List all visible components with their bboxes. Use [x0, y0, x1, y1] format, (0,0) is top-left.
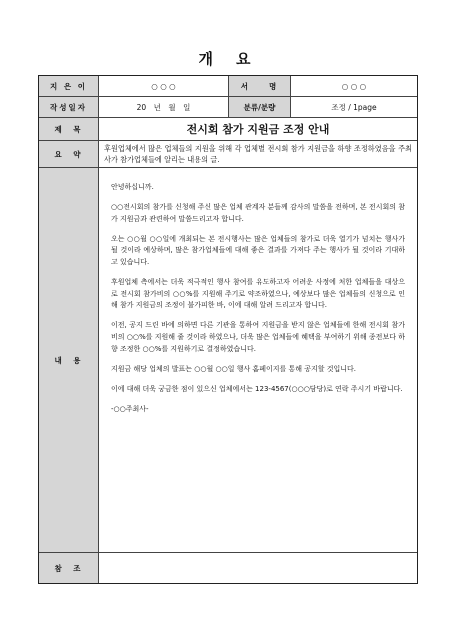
category-label: 분류/분량 — [229, 97, 291, 117]
content-paragraph: ○○전시회의 참가를 신청해 주신 많은 업체 관계자 분들께 감사의 말씀을 전하며, 본 전시회의 참가 지원금과 관련하여 말씀드리고자 합니다. — [111, 203, 405, 223]
summary-value: 후원업체에서 많은 업체들의 지원을 위해 각 업체별 전시회 참가 지원금을 하향 조정하였음을 주최사가 참가업체들에 알리는 내용의 글. — [104, 144, 412, 164]
summary-form — [38, 75, 418, 584]
content-paragraph: 이전, 공지 드린 바에 의하면 다른 기관을 통하여 지원금을 받지 않은 업체들에 한해 전시회 참가비의 ○○%를 지원해 줄 것이라 하였으나, 더욱 많은 업체들에 혜택을 부여하기 위해 종전보다 하향 조정한 ○○%를 지원하기로 결정하였습니다. — [111, 321, 405, 353]
content-body — [99, 168, 417, 552]
content-paragraph: -○○주최사- — [111, 404, 149, 413]
author-value: ○ ○ ○ — [99, 76, 229, 96]
page-title-part1: 개 — [198, 50, 214, 68]
page-title — [0, 48, 450, 69]
date-label: 작성일자 — [39, 97, 99, 117]
subject-label: 제 목 — [39, 118, 99, 140]
reference-label: 참 조 — [39, 553, 99, 583]
author-label: 지 은 이 — [39, 76, 99, 96]
content-row — [39, 168, 417, 553]
date-value: 20 년 월 일 — [99, 97, 229, 117]
signature-label: 서 명 — [229, 76, 291, 96]
summary-label: 요 약 — [39, 141, 99, 167]
subject-value: 전시회 참가 지원금 조정 안내 — [186, 123, 330, 136]
content-paragraph: 후원업체 측에서는 더욱 적극적인 행사 참여를 유도하고자 어려운 사정에 처한 업체들을 대상으로 전시회 참가비의 ○○%를 지원해 주기로 약조하였으나, 예상보다 많은 업체들의 신청으로 인해 참가 지원금의 조정이 불가피한 바, 이에 대해 알려 드리고자 합니다. — [111, 278, 405, 310]
reference-row — [39, 553, 417, 583]
subject-row — [39, 118, 417, 141]
signature-value: ○ ○ ○ — [341, 81, 367, 91]
author-row — [39, 76, 417, 97]
reference-value — [99, 553, 417, 583]
category-value: 조정 / 1page — [331, 102, 377, 112]
content-label: 내 용 — [39, 168, 99, 552]
content-paragraph: 오는 ○○월 ○○일에 개최되는 본 전시행사는 많은 업체들의 참가로 더욱 열기가 넘치는 행사가 될 것이라 예상하며, 많은 참가업체들에 대해 좋은 결과를 가져다 주는 행사가 될 것이라 기대하고 있습니다. — [111, 234, 405, 266]
page-title-part2: 요 — [236, 50, 252, 68]
content-paragraph: 이에 대해 더욱 궁금한 점이 있으신 업체에서는 123-4567(○○○담당)로 연락 주시기 바랍니다. — [111, 384, 403, 393]
date-row — [39, 97, 417, 118]
content-paragraph: 안녕하십니까. — [111, 183, 154, 191]
summary-row — [39, 141, 417, 168]
content-paragraph: 지원금 해당 업체의 발표는 ○○월 ○○일 행사 홈페이지를 통해 공지할 것입니다. — [111, 364, 357, 373]
